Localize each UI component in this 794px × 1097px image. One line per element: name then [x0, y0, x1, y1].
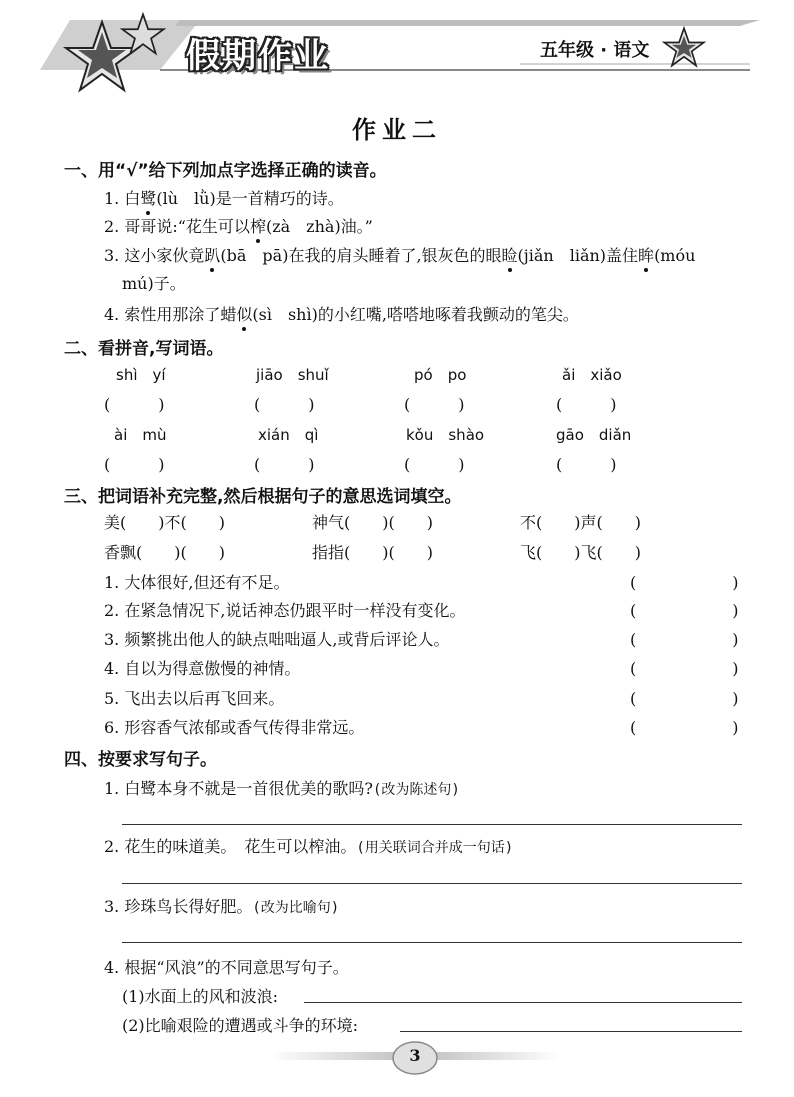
answer-blank[interactable]: ( ): [104, 455, 165, 474]
pinyin: pó po: [414, 366, 467, 384]
s1-item-2: 2. 哥哥说:“花生可以榨(zà zhà)油。”: [104, 214, 373, 237]
s1-item-3: 3. 这小家伙竟趴(bā pā)在我的肩头睡着了,银灰色的眼睑(jiǎn liǎn)盖住眸(móu: [104, 243, 764, 266]
s4-q1: 1. 白鹭本身不就是一首很优美的歌吗?(改为陈述句): [104, 779, 460, 798]
pinyin: ǎi xiǎo: [562, 366, 622, 384]
pinyin: ài mù: [114, 426, 167, 444]
word-blank[interactable]: 飞( )飞( ): [520, 543, 641, 562]
answer-blank[interactable]: ( ): [630, 601, 739, 620]
pinyin: jiāo shuǐ: [256, 366, 329, 384]
section1-title: 一、用“√”给下列加点字选择正确的读音。: [64, 161, 387, 181]
word-blank[interactable]: 不( )声( ): [520, 513, 641, 532]
answer-blank[interactable]: ( ): [630, 573, 739, 592]
dot-char: 榨: [250, 214, 266, 237]
star-icon: [662, 26, 706, 70]
pinyin: shì yí: [116, 366, 166, 384]
section3-title: 三、把词语补充完整,然后根据句子的意思选词填空。: [64, 487, 462, 507]
s3-item: 2. 在紧急情况下,说话神态仍跟平时一样没有变化。: [104, 601, 466, 620]
star-icon: [120, 12, 166, 58]
s4-q3: 3. 珍珠鸟长得好肥。(改为比喻句): [104, 897, 340, 916]
answer-line[interactable]: [122, 883, 742, 884]
s1-item-4: 4. 索性用那涂了蜡似(sì shì)的小红嘴,嗒嗒地啄着我颤动的笔尖。: [104, 302, 579, 325]
pinyin: xián qì: [258, 426, 319, 444]
s3-item: 1. 大体很好,但还有不足。: [104, 573, 290, 592]
answer-blank[interactable]: ( ): [630, 689, 739, 708]
page-title: 作业二: [352, 115, 442, 144]
answer-blank[interactable]: ( ): [254, 455, 315, 474]
s4-q2: 2. 花生的味道美。 花生可以榨油。(用关联词合并成一句话): [104, 837, 514, 856]
page-number: 3: [409, 1046, 421, 1065]
s1-item-1: 1. 白鹭(lù lǜ)是一首精巧的诗。: [104, 186, 344, 209]
s4-q4a: (1)水面上的风和波浪:: [122, 987, 279, 1006]
answer-line[interactable]: [122, 942, 742, 943]
dot-char: 睑: [502, 243, 518, 266]
dot-char: 似: [236, 302, 252, 325]
instruction-note: (用关联词合并成一句话): [356, 840, 514, 856]
s3-item: 5. 飞出去以后再飞回来。: [104, 689, 285, 708]
dot-char: 眸: [638, 243, 654, 266]
s3-item: 3. 频繁挑出他人的缺点咄咄逼人,或背后评论人。: [104, 630, 450, 649]
word-blank[interactable]: 美( )不( ): [104, 513, 225, 532]
answer-line[interactable]: [304, 1002, 742, 1003]
answer-blank[interactable]: ( ): [630, 630, 739, 649]
header-title: 假期作业: [186, 36, 330, 76]
answer-blank[interactable]: ( ): [404, 455, 465, 474]
answer-blank[interactable]: ( ): [630, 659, 739, 678]
dot-char: 趴: [204, 243, 220, 266]
answer-blank[interactable]: ( ): [556, 455, 617, 474]
answer-blank[interactable]: ( ): [556, 395, 617, 414]
answer-blank[interactable]: ( ): [404, 395, 465, 414]
section2-title: 二、看拼音,写词语。: [64, 339, 224, 359]
word-blank[interactable]: 神气( )( ): [312, 513, 433, 532]
s4-q4b: (2)比喻艰险的遭遇或斗争的环境:: [122, 1016, 359, 1035]
word-blank[interactable]: 香飘( )( ): [104, 543, 225, 562]
answer-blank[interactable]: ( ): [254, 395, 315, 414]
answer-line[interactable]: [122, 824, 742, 825]
s4-q4: 4. 根据“风浪”的不同意思写句子。: [104, 958, 349, 977]
answer-line[interactable]: [400, 1031, 742, 1032]
instruction-note: (改为比喻句): [252, 900, 340, 916]
dot-char: 鹭: [140, 186, 156, 209]
s3-item: 4. 自以为得意傲慢的神情。: [104, 659, 301, 678]
section4-title: 四、按要求写句子。: [64, 750, 217, 770]
pinyin: kǒu shào: [406, 426, 485, 444]
s3-item: 6. 形容香气浓郁或香气传得非常远。: [104, 718, 365, 737]
s1-item-3-cont: mú)子。: [122, 274, 186, 293]
pinyin: gāo diǎn: [556, 426, 632, 444]
answer-blank[interactable]: ( ): [104, 395, 165, 414]
header-grade: 五年级 · 语文: [540, 40, 650, 61]
instruction-note: (改为陈述句): [372, 782, 460, 798]
word-blank[interactable]: 指指( )( ): [312, 543, 433, 562]
answer-blank[interactable]: ( ): [630, 718, 739, 737]
